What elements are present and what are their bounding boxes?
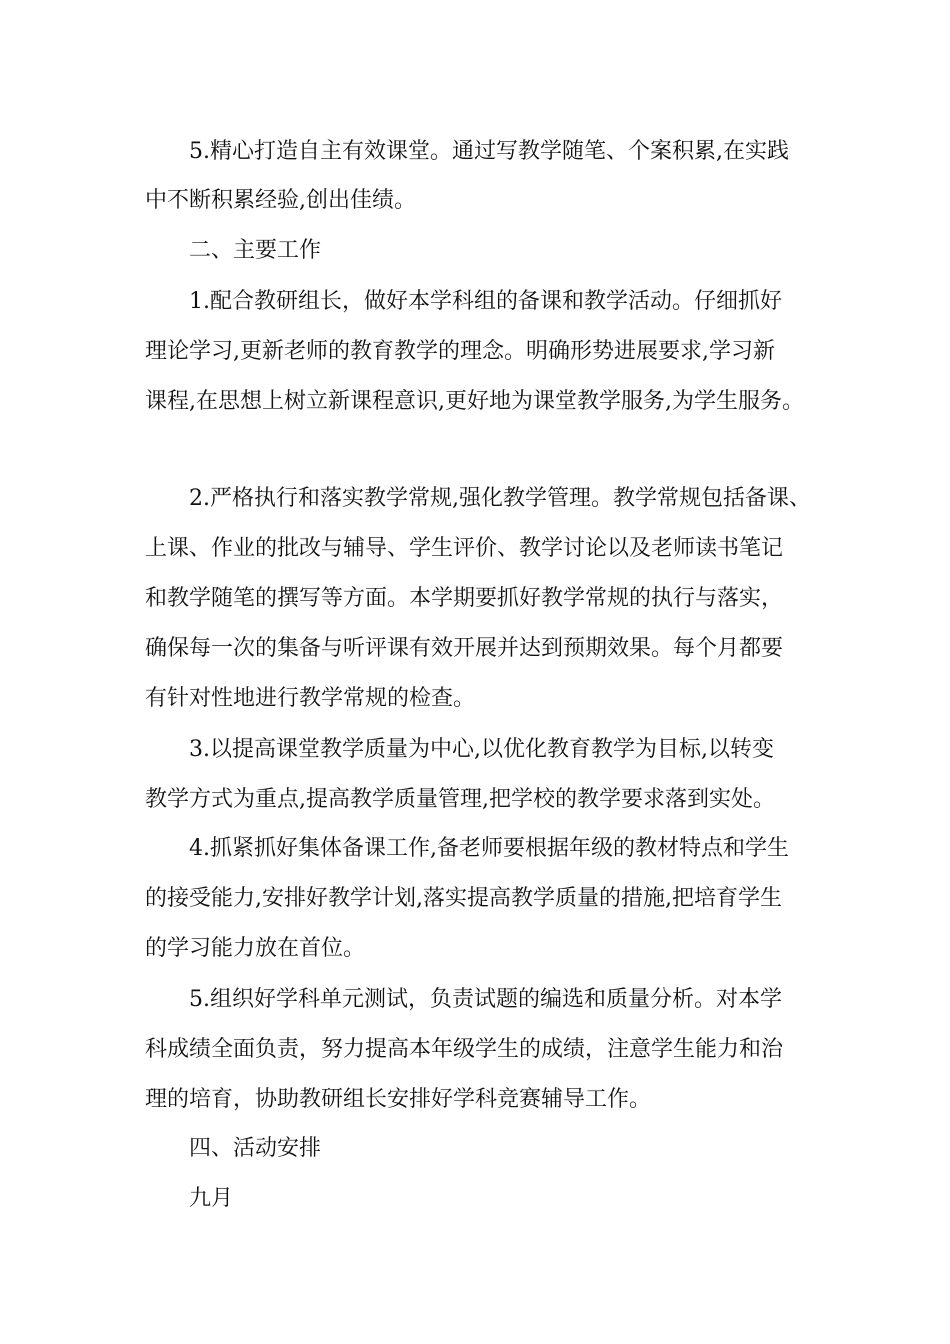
- para-1-line-2: 中不断积累经验,创出佳绩。: [145, 188, 416, 213]
- month-label-september: 九月: [189, 1186, 234, 1211]
- item-5-line-3: 理的培育，协助教研组长安排好学科竞赛辅导工作。: [145, 1087, 652, 1112]
- item-1-line-3: 课程,在思想上树立新课程意识,更好地为课堂教学服务,为学生服务。: [145, 389, 804, 414]
- para-1-line-1: 5.精心打造自主有效课堂。通过写教学随笔、个案积累,在实践: [189, 139, 789, 164]
- item-2-line-1: 2.严格执行和落实教学常规,强化教学管理。教学常规包括备课、: [189, 486, 811, 511]
- item-2-line-2: 上课、作业的批改与辅导、学生评价、教学讨论以及老师读书笔记: [145, 536, 784, 561]
- section-heading-main-work: 二、主要工作: [189, 238, 322, 263]
- item-2-line-5: 有针对性地进行教学常规的检查。: [145, 686, 476, 711]
- item-5-line-2: 科成绩全面负责，努力提高本年级学生的成绩，注意学生能力和治: [145, 1037, 784, 1062]
- item-5-line-1: 5.组织好学科单元测试，负责试题的编选和质量分析。对本学: [189, 987, 782, 1012]
- item-4-line-2: 的接受能力,安排好教学计划,落实提高教学质量的措施,把培育学生: [145, 886, 782, 911]
- item-3-line-2: 教学方式为重点,提高教学质量管理,把学校的教学要求落到实处。: [145, 787, 775, 812]
- section-heading-activities: 四、活动安排: [189, 1136, 322, 1161]
- item-4-line-3: 的学习能力放在首位。: [145, 936, 366, 961]
- item-1-line-2: 理论学习,更新老师的教育教学的理念。明确形势进展要求,学习新: [145, 339, 775, 364]
- item-2-line-3: 和教学随笔的撰写等方面。本学期要抓好教学常规的执行与落实，: [145, 586, 784, 611]
- item-1-line-1: 1.配合教研组长，做好本学科组的备课和教学活动。仔细抓好: [189, 289, 782, 314]
- item-3-line-1: 3.以提高课堂教学质量为中心,以优化教育教学为目标,以转变: [189, 737, 774, 762]
- item-4-line-1: 4.抓紧抓好集体备课工作,备老师要根据年级的教材特点和学生: [189, 836, 789, 861]
- item-2-line-4: 确保每一次的集备与听评课有效开展并达到预期效果。每个月都要: [145, 636, 784, 661]
